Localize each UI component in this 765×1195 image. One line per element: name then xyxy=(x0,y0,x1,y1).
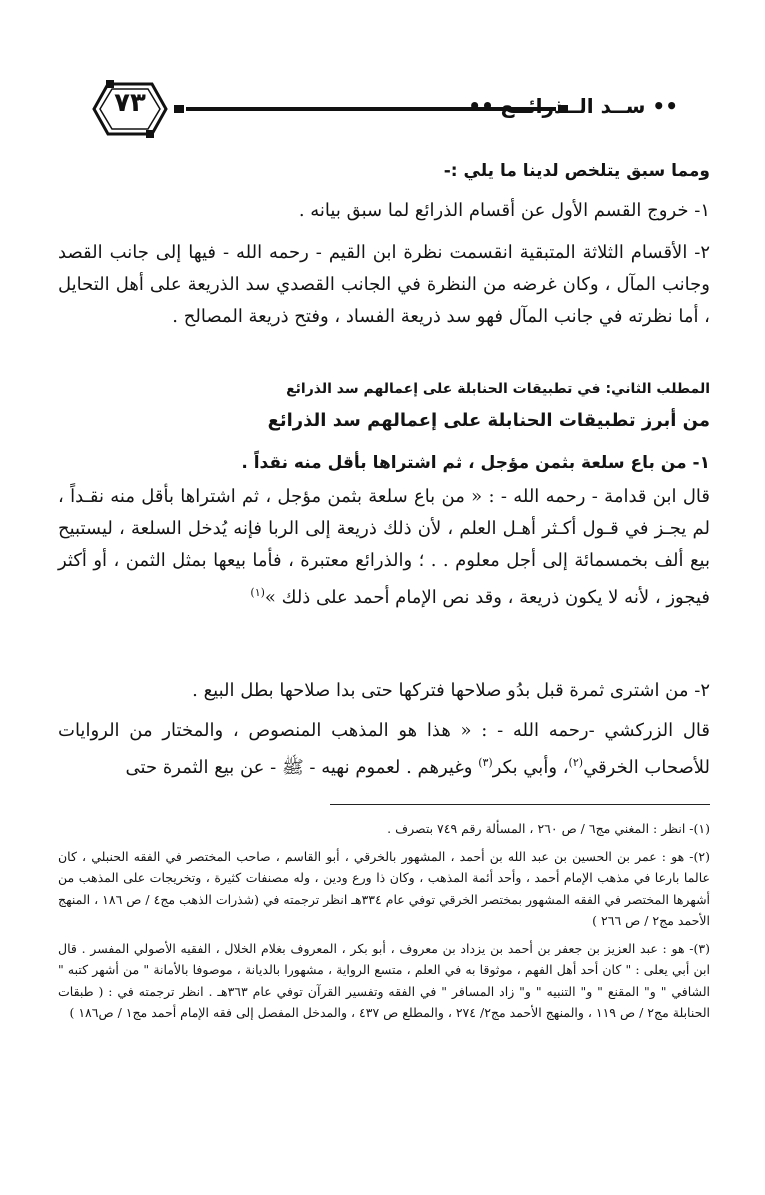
footnote-separator xyxy=(330,804,710,805)
section-heading: من أبرز تطبيقات الحنابلة على إعمالهم سد الذرائع xyxy=(267,410,710,431)
case-1-title: ١- من باع سلعة بثمن مؤجل ، ثم اشتراها بأقل منه نقداً . xyxy=(241,453,710,473)
footnote-2: (٢)- هو : عمر بن الحسين بن عبد الله بن أحمد ، المشهور بالخرقي ، أبو القاسم ، صاحب المختصر في الفقه الحنبلي ، كان عالما بارعا في مذهب الإمام أحمد ، وأحد أئمة المذهب ، وكان ذا ورع ودين ، وله مصنفات كثيرة ، وتخريجات على المذهب من أشهرها المختصر في الفقه المشهور بمختصر الخرقي توفي عام ٣٣٤هـ انظر ترجمته في (شذرات الذهب مج٤ / ص ١٨٦ ، المنهج الأحمد مج٢ / ص ٢٦٦ ) xyxy=(58,848,711,928)
running-title: •• ســد الــذرائــع •• xyxy=(468,94,678,118)
case-2-title: ٢- من اشترى ثمرة قبل بدُو صلاحها فتركها حتى بدا صلاحها بطل البيع . xyxy=(192,680,710,701)
page-number-badge xyxy=(88,78,172,140)
case-2-quote xyxy=(58,715,710,784)
case-1-quote xyxy=(58,481,710,614)
footnote-1: (١)- انظر : المغني مج٦ / ص ٢٦٠ ، المسألة رقم ٧٤٩ بتصرف . xyxy=(387,821,710,836)
page-header xyxy=(88,78,678,140)
summary-point-1: ١- خروج القسم الأول عن أقسام الذرائع لما سبق بيانه . xyxy=(298,200,710,221)
summary-intro: ومما سبق يتلخص لدينا ما يلي :- xyxy=(443,161,710,181)
footnote-ref-1[interactable]: (١) xyxy=(250,586,265,599)
section-title: المطلب الثاني: في تطبيقات الحنابلة على إعمالهم سد الذرائع xyxy=(286,381,710,397)
summary-point-2: ٢- الأقسام الثلاثة المتبقية انقسمت نظرة ابن القيم - رحمه الله - فيها إلى جانب القصد وجانب المآل ، وكان غرضه من النظرة في الجانب القصدي سد الذريعة على أهل التحايل ، أما نظرته في جانب المآل فهو سد ذريعة الفساد ، وفتح ذريعة المصالح . xyxy=(58,242,710,327)
case-1-quote-text: قال ابن قدامة - رحمه الله - : « من باع سلعة بثمن مؤجل ، ثم اشتراها بأقل منه نقـداً ، لم يجـز في قـول أكـثر أهـل العلم ، لأن ذلك ذريعة إلى الربا فإنه يُدخل السلعة ، ليستبيح بيع ألف بخمسمائة إلى أجل معلوم . . ؛ والذرائع معتبرة ، فأما بيعها بمثل الثمن ، أو أكثر فيجوز ، لأنه لا يكون ذريعة ، وقد نص الإمام أحمد على ذلك » xyxy=(58,486,710,608)
page-number: ٧٣ xyxy=(114,88,146,118)
case-2-quote-a: قال الزركشي -رحمه الله - : « هذا هو المذهب المنصوص ، والمختار من الروايات للأصحاب الخرقي xyxy=(58,720,710,778)
footnote-ref-2[interactable]: (٢) xyxy=(568,756,584,769)
footnote-ref-3[interactable]: (٣) xyxy=(478,756,493,769)
case-2-quote-b: ، وأبي بكر xyxy=(492,757,569,778)
case-2-quote-c: وغيرهم . لعموم نهيه - ﷺ - عن بيع الثمرة حتى xyxy=(125,757,473,778)
footnotes xyxy=(58,818,710,1030)
footnote-3: (٣)- هو : عبد العزيز بن جعفر بن أحمد بن يزداد بن معروف ، أبو بكر ، المعروف بغلام الخلال ، الفقيه الأصولي المفسر . قال ابن أبي يعلى : " كان أحد أهل الفهم ، موثوقا به في العلم ، متسع الرواية ، مشهورا بالديانة ، موصوفا بالأمانة " من أشهر كتبه " الشافي " و" المقنع " و" التنبيه " و" زاد المسافر " في الفقه وتفسير القرآن توفي عام ٣٦٣هـ . انظر ترجمته في : ( طبقات الحنابلة مج٢ / ص ١١٩ ، والمنهج الأحمد مج٢/ ٢٧٤ ، والمطلع ص ٤٣٧ ، والمدخل المفصل إلى فقه الإمام أحمد مج١ / ص١٨٦ ) xyxy=(58,940,710,1020)
